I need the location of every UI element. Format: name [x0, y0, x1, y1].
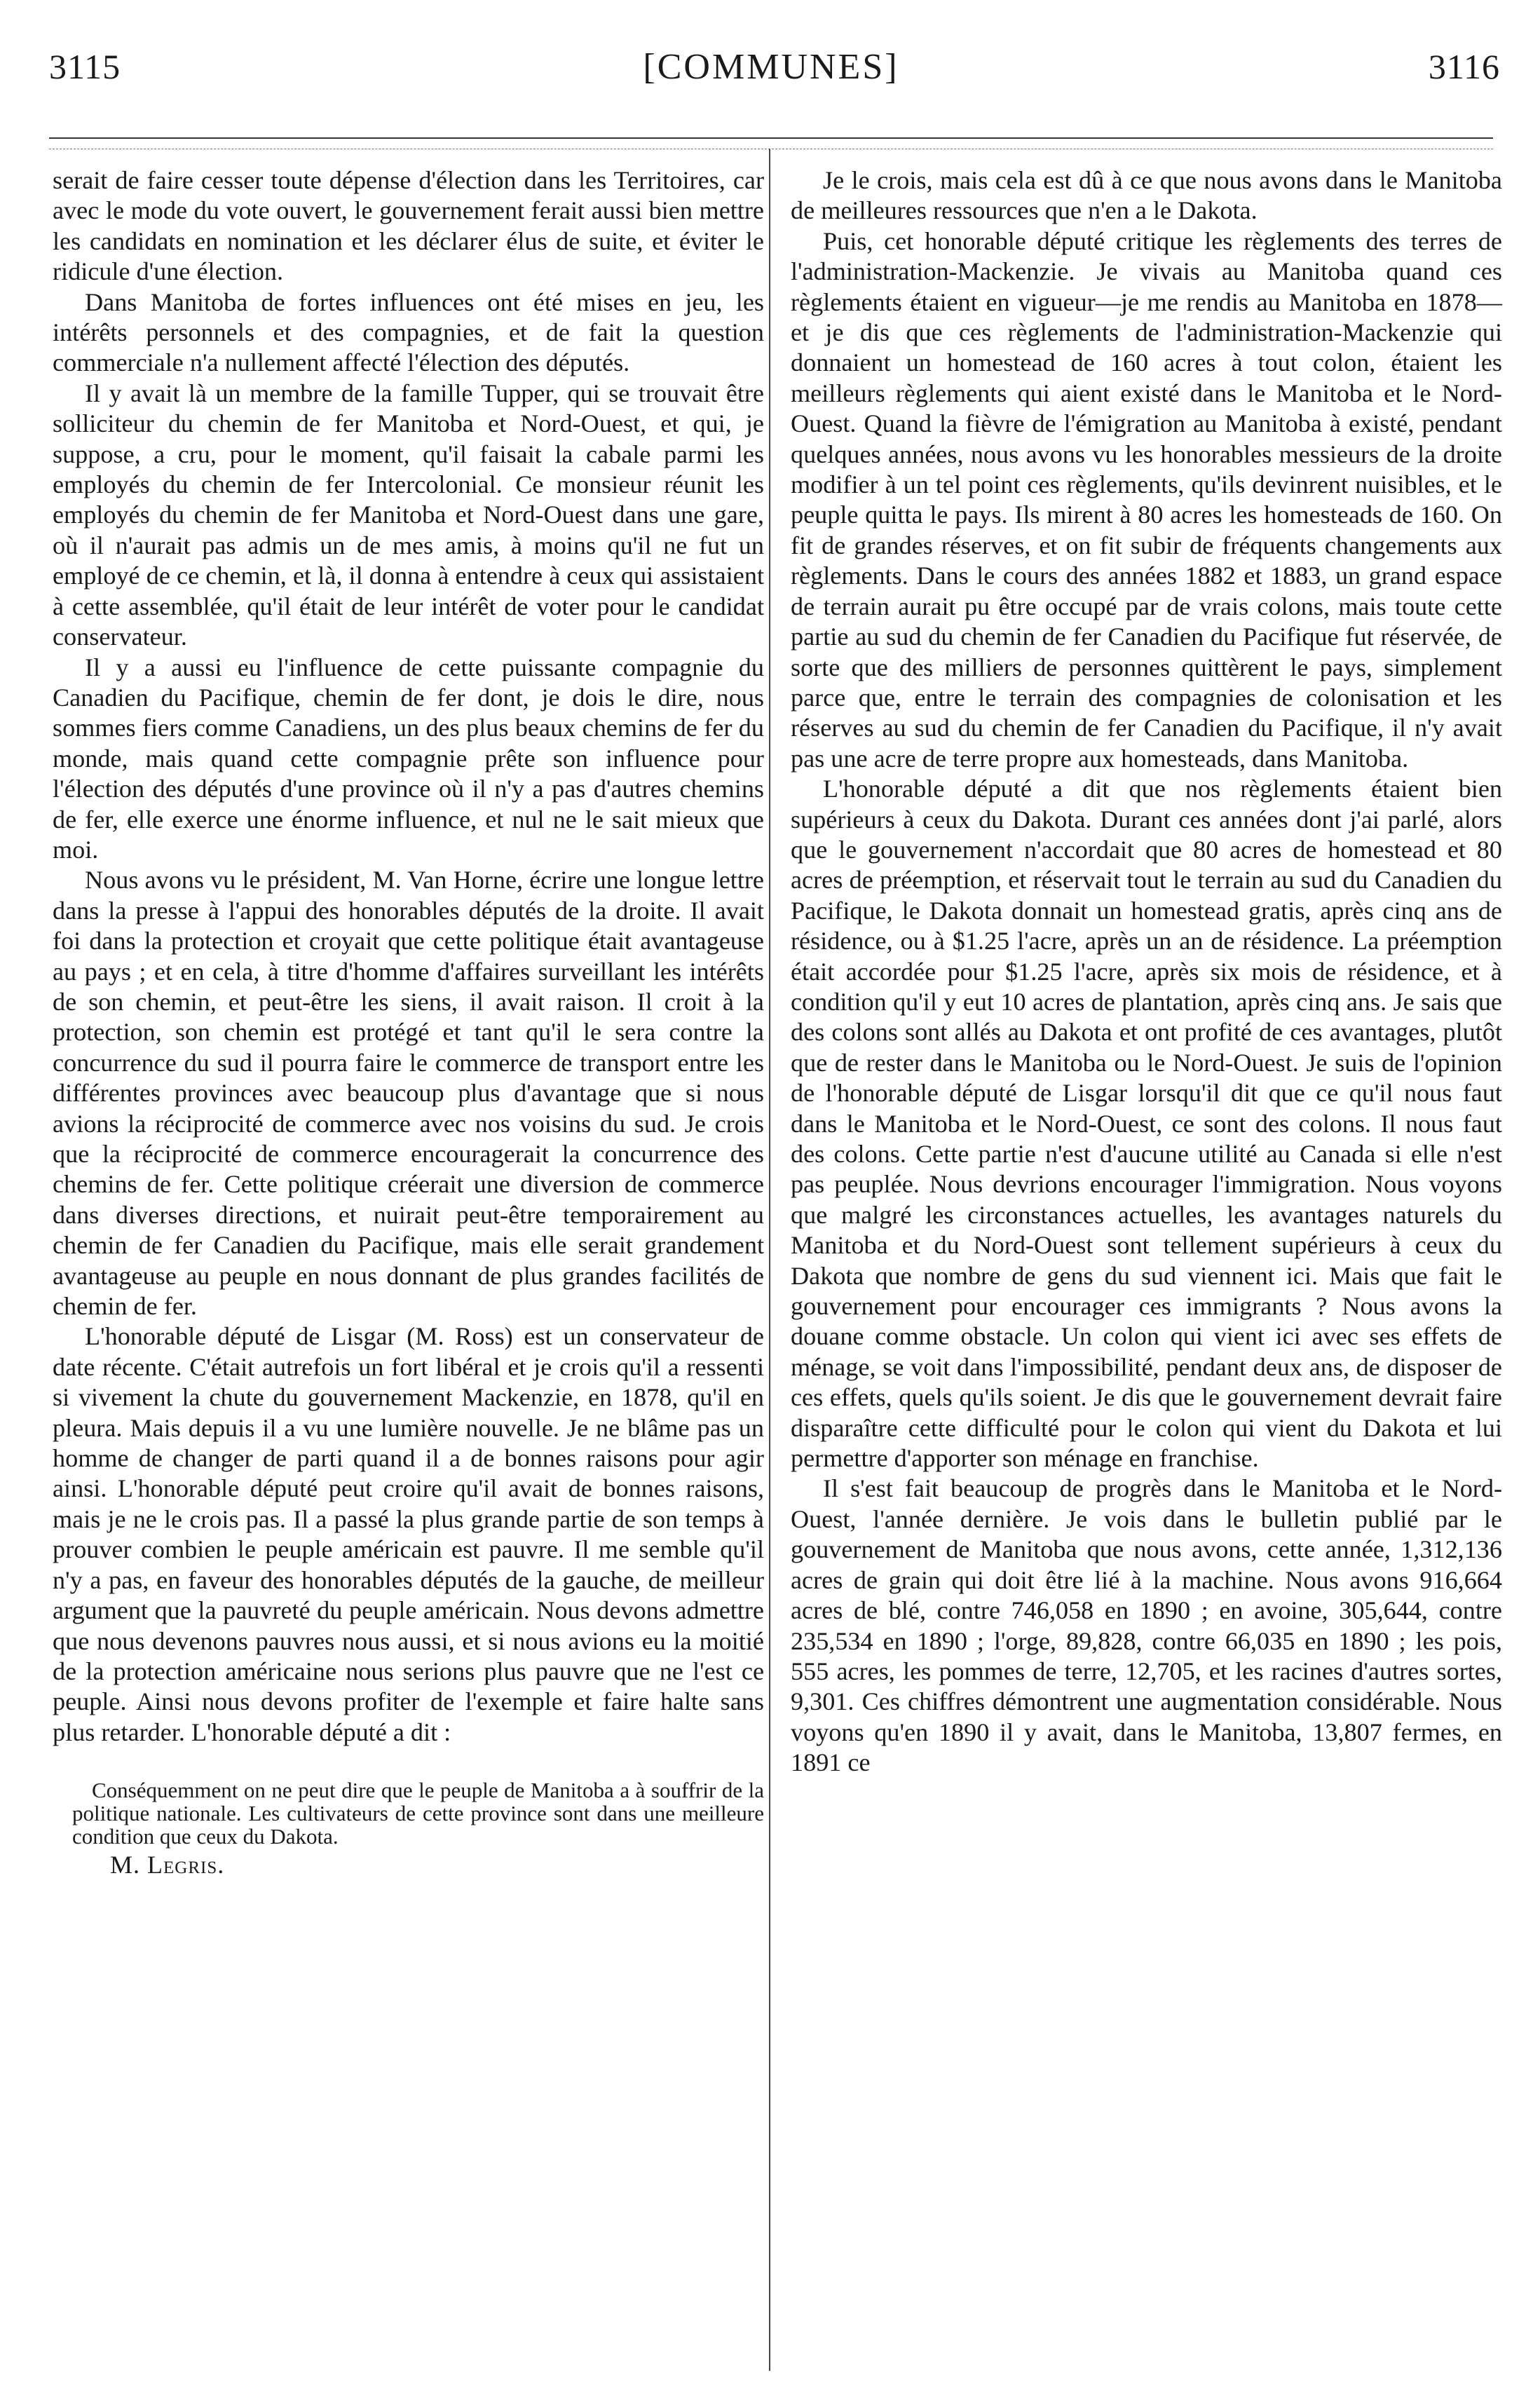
paragraph: L'honorable député de Lisgar (M. Ross) est un conservateur de date récente. C'était autrefois un fort libéral et je crois qu'il a ressenti si vivement la chute du gouvernement Mackenzie, en 1878, qu'il en pleura. Mais depuis il a vu une lumière nouvelle. Je ne blâme pas un homme de changer de parti quand il a de bonnes raisons pour agir ainsi. L'honorable député peut croire qu'il avait de bonnes raisons, mais je ne le crois pas. Il a passé la plus grande partie de son temps à prouver combien le peuple américain est pauvre. Il me semble qu'il n'y a pas, en faveur des honorables députés de la gauche, de meilleur argument que la pauvreté du peuple américain. Nous devons admettre que nous devenons pauvres nous aussi, et si nous avions eu la moitié de la protection américaine nous serions plus pauvre que ne l'est ce peuple. Ainsi nous devons profiter de l'exemple et faire halte sans plus retarder. L'honorable député a dit :: [53, 1322, 764, 1746]
paragraph: serait de faire cesser toute dépense d'élection dans les Territoires, car avec le mode du vote ouvert, le gouvernement ferait aussi bien mettre les candidats en nomination et les déclarer élus de suite, et éviter le ridicule d'une élection.: [53, 166, 764, 286]
speaker-name: [53, 1849, 764, 1880]
paragraph: Nous avons vu le président, M. Van Horne, écrire une longue lettre dans la presse à l'appui des honorables députés de la droite. Il avait foi dans la protection et croyait que cette politique était avantageuse au pays ; et en cela, à titre d'homme d'affaires surveillant les intérêts de son chemin, et peut-être les siens, il avait raison. Il croit à la protection, son chemin est protégé et tant qu'il le sera contre la concurrence du sud il pourra faire le commerce de transport entre les différentes provinces avec beaucoup plus d'avantage que si nous avions la réciprocité de commerce avec nos voisins du sud. Je crois que la réciprocité de commerce encouragerait la concurrence des chemins de fer. Cette politique créerait une diversion de commerce dans diverses directions, et nuirait peut-être temporairement au chemin de fer Canadien du Pacifique, mais elle serait grandement avantageuse au peuple en nous donnant de plus grandes facilités de chemin de fer.: [53, 866, 764, 1321]
running-title: [COMMUNES]: [643, 47, 899, 87]
paragraph: Puis, cet honorable député critique les règlements des terres de l'administration-Mackenzie. Je vivais au Manitoba quand ces règlements étaient en vigueur—je me rendis au Manitoba en 1878—et je dis que ces règlements de l'administration-Mackenzie qui donnaient un homestead de 160 acres à tout colon, étaient les meilleurs règlements qui aient existé dans le Manitoba et le Nord-Ouest. Quand la fièvre de l'émigration au Manitoba à existé, pendant quelques années, nous avons vu les honorables messieurs de la droite modifier à un tel point ces règlements, qu'ils devinrent nuisibles, et le peuple quitta le pays. Ils mirent à 80 acres les homesteads de 160. On fit de grandes réserves, et on fit subir de fréquents changements aux règlements. Dans le cours des années 1882 et 1883, un grand espace de terrain aurait pu être occupé par de vrais colons, mais toute cette partie au sud du chemin de fer Canadien du Pacifique fut réservée, de sorte que des milliers de personnes quittèrent le pays, simplement parce que, entre le terrain des compagnies de colonisation et les réserves au sud du chemin de fer Canadien du Pacifique, il n'y avait pas une acre de terre propre aux homesteads, dans Manitoba.: [791, 226, 1502, 773]
page-number-left: 3115: [49, 47, 121, 86]
column-divider: [769, 149, 770, 2371]
page-header: [42, 41, 1500, 97]
header-rule: [49, 137, 1493, 139]
paragraph: Je le crois, mais cela est dû à ce que nous avons dans le Manitoba de meilleures ressources que n'en a le Dakota.: [791, 166, 1502, 225]
paragraph: L'honorable député a dit que nos règlements étaient bien supérieurs à ceux du Dakota. Durant ces années dont j'ai parlé, alors que le gouvernement n'accordait que 80 acres de homestead et 80 acres de préemption, et réservait tout le terrain au sud du Canadien du Pacifique, le Dakota donnait un homestead gratis, après cinq ans de résidence, ou à $1.25 l'acre, après un an de résidence. La préemption était accordée pour $1.25 l'acre, après six mois de résidence, et à condition qu'il y eut 10 acres de plantation, après cinq ans. Je sais que des colons sont allés au Dakota et ont profité de ces avantages, plutôt que de rester dans le Manitoba ou le Nord-Ouest. Je suis de l'opinion de l'honorable député de Lisgar lorsqu'il dit que ce qu'il nous faut dans le Manitoba et le Nord-Ouest, ce sont des colons. Il nous faut des colons. Cette partie n'est d'aucune utilité au Canada si elle n'est pas peuplée. Nous devrions encourager l'immigration. Nous voyons que malgré les circonstances actuelles, les avantages naturels du Manitoba et du Nord-Ouest sont tellement supérieurs à ceux du Dakota que nombre de gens du sud viennent ici. Mais que fait le gouvernement pour encourager ces immigrants ? Nous avons la douane comme obstacle. Un colon qui vient ici avec ses effets de ménage, se voit dans l'impossibilité, pendant deux ans, de disposer de ces effets, quels qu'ils soient. Je dis que le gouvernement devrait faire disparaître cette difficulté pour le colon qui vient du Dakota et lui permettre d'apporter son ménage en franchise.: [791, 775, 1502, 1473]
paragraph: Dans Manitoba de fortes influences ont été mises en jeu, les intérêts personnels et des compagnies, et de fait la question commerciale n'a nullement affecté l'élection des députés.: [53, 287, 764, 377]
speaker-label: M. Legris.: [110, 1851, 225, 1879]
paragraph: Il s'est fait beaucoup de progrès dans le Manitoba et le Nord-Ouest, l'année dernière. Je vois dans le bulletin publié par le gouvernement de Manitoba que nous avons, cette année, 1,312,136 acres de grain qui doit être lié à la machine. Nous avons 916,664 acres de blé, contre 746,058 en 1890 ; en avoine, 305,644, contre 235,534 en 1890 ; l'orge, 89,828, contre 66,035 en 1890 ; les pois, 555 acres, les pommes de terre, 12,705, et les racines d'autres sortes, 9,301. Ces chiffres démontrent une augmentation considérable. Nous voyons qu'en 1890 il y avait, dans le Manitoba, 13,807 fermes, en 1891 ce: [791, 1474, 1502, 1777]
page-number-right: 3116: [1428, 47, 1500, 86]
right-column: [791, 165, 1502, 1778]
paragraph: Il y a aussi eu l'influence de cette puissante compagnie du Canadien du Pacifique, chemin de fer dont, je dois le dire, nous sommes fiers comme Canadiens, un des plus beaux chemins de fer du monde, mais quand cette compagnie prête son influence pour l'élection des députés d'une province où il n'y a pas d'autres chemins de fer, elle exerce une énorme influence, et nul ne le sait mieux que moi.: [53, 653, 764, 864]
left-column: [53, 165, 764, 1880]
block-quote: Conséquemment on ne peut dire que le peuple de Manitoba a à souffrir de la politique nationale. Les cultivateurs de cette province sont dans une meilleure condition que ceux du Dakota.: [72, 1778, 764, 1849]
paragraph: Il y avait là un membre de la famille Tupper, qui se trouvait être solliciteur du chemin de fer Manitoba et Nord-Ouest, et qui, je suppose, a cru, pour le moment, qu'il faisait la cabale parmi les employés du chemin de fer Intercolonial. Ce monsieur réunit les employés du chemin de fer Manitoba et Nord-Ouest dans une gare, où il n'aurait pas admis un de mes amis, à moins qu'il ne fut un employé de ce chemin, et là, il donna à entendre à ceux qui assistaient à cette assemblée, qu'il était de leur intérêt de voter pour le candidat conservateur.: [53, 379, 764, 651]
